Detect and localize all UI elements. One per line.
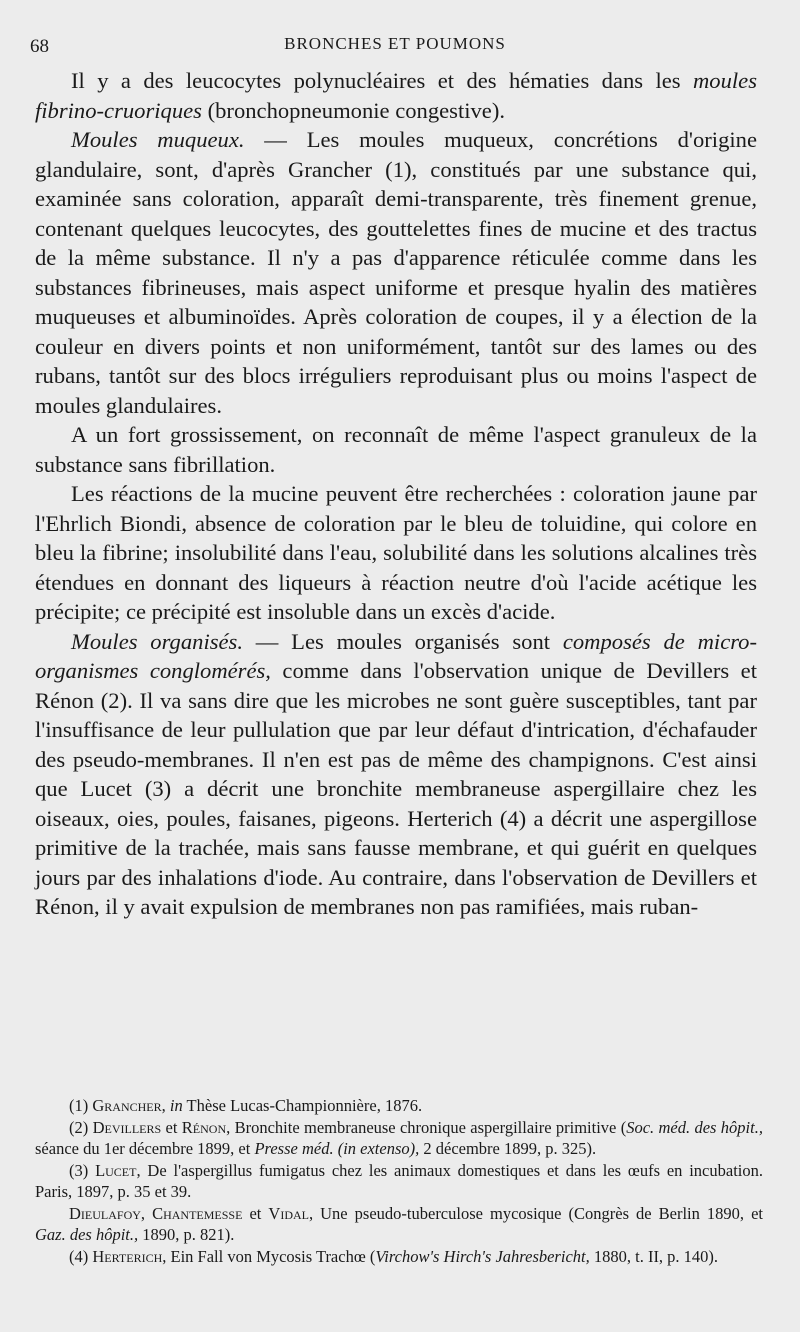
page-header bbox=[30, 30, 760, 60]
footnotes bbox=[35, 1095, 763, 1268]
page-number: 68 bbox=[30, 36, 49, 57]
paragraph: Les réactions de la mucine peuvent être recherchées : coloration jaune par l'Ehrlich Biondi, absence de coloration par le bleu de toluidine, qui colore en bleu la fibrine; insolubilité dans l'eau, solubilité dans les solutions alcalines très étendues en donnant des liqueurs à réaction neutre d'où l'acide acétique les précipite; ce précipité est insoluble dans un excès d'acide. bbox=[35, 481, 757, 624]
footnote: (4) Herterich, Ein Fall von Mycosis Trachœ (Virchow's Hirch's Jahresbericht, 1880, t. II, p. 140). bbox=[69, 1247, 719, 1266]
footnote: (2) Devillers et Rénon, Bronchite membraneuse chronique aspergillaire primitive (Soc. méd. des hôpit., séance du 1er décembre 1899, et Presse méd. (in extenso), 2 décembre 1899, p. 325). bbox=[35, 1118, 763, 1158]
paragraph: Moules organisés. — Les moules organisés sont composés de micro-organismes conglomérés, comme dans l'observation unique de Devillers et Rénon (2). Il va sans dire que les microbes ne sont guère susceptibles, tant par l'insuffisance de leur pullulation que par leur défaut d'intrication, d'échafauder des pseudo-membranes. Il n'en est pas de même des champignons. C'est ainsi que Lucet (3) a décrit une bronchite membraneuse aspergillaire chez les oiseaux, oies, poules, faisanes, pigeons. Herterich (4) a décrit une aspergillose primitive de la trachée, mais sans fausse membrane, et qui guérit en quelques jours par des inhalations d'iode. Au contraire, dans l'observation de Devillers et Rénon, il y avait expulsion de membranes non pas ramifiées, mais ruban- bbox=[35, 628, 758, 919]
section-heading: Moules muqueux. bbox=[71, 127, 245, 152]
section-heading: Moules organisés. bbox=[71, 628, 243, 654]
main-text bbox=[35, 66, 757, 922]
footnote: Dieulafoy, Chantemesse et Vidal, Une pseudo-tuberculose mycosique (Congrès de Berlin 1890, et Gaz. des hôpit., 1890, p. 821). bbox=[35, 1204, 763, 1244]
footnote: (1) Grancher, in Thèse Lucas-Championnière, 1876. bbox=[69, 1096, 423, 1115]
paragraph: Il y a des leucocytes polynucléaires et des hématies dans les moules fibrino-cruoriques (bronchopneumonie congestive). bbox=[35, 68, 757, 123]
paragraph: Moules muqueux. — Les moules muqueux, concrétions d'origine glandulaire, sont, d'après Grancher (1), constitués par une substance qui, examinée sans coloration, apparaît demi-transparente, très finement grenue, contenant quelques leucocytes, des gouttelettes fines de mucine et des tractus de la même substance. Il n'y a pas d'apparence réticulée comme dans les substances fibrineuses, mais aspect uniforme et presque hyalin des matières muqueuses et albuminoïdes. Après coloration de coupes, il y a élection de la couleur en divers points et non uniformément, tantôt sur des lames ou des rubans, tantôt sur des blocs irréguliers reproduisant plus ou moins l'aspect de moules glandulaires. bbox=[35, 127, 757, 418]
paragraph: A un fort grossissement, on reconnaît de même l'aspect granuleux de la substance sans fibrillation. bbox=[35, 422, 757, 477]
footnote: (3) Lucet, De l'aspergillus fumigatus chez les animaux domestiques et dans les œufs en incubation. Paris, 1897, p. 35 et 39. bbox=[35, 1161, 763, 1201]
running-title: BRONCHES ET POUMONS bbox=[284, 34, 506, 53]
